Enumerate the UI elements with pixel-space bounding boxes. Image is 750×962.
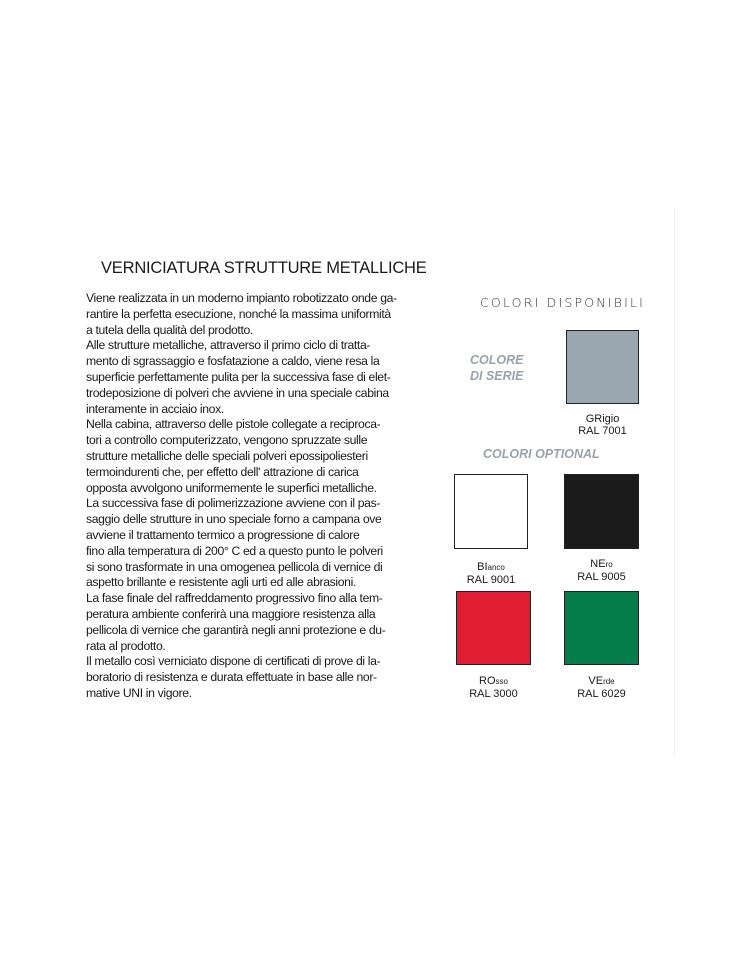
body-line: superficie perfettamente pulita per la successiva fase di elet- [86, 369, 391, 384]
body-line: La fase finale del raffreddamento progressivo fino alla tem- [86, 591, 383, 606]
caption-bianco-ral: RAL 9001 [466, 574, 516, 586]
caption-nero-ral: RAL 9005 [577, 571, 626, 583]
caption-grigio-ral: RAL 7001 [578, 425, 627, 437]
body-line: tori a controllo computerizzato, vengono spruzzate sulle [86, 433, 368, 448]
caption-nero-prefix: NE [590, 558, 606, 570]
body-line: aspetto brillante e resistente agli urti ed alle abrasioni. [86, 575, 356, 590]
body-line: avviene il trattamento termico a progressione di calore [86, 527, 360, 542]
swatch-grigio [566, 330, 639, 404]
body-line: saggio delle strutture in uno speciale forno a campana ove [86, 512, 382, 527]
swatch-rosso [456, 591, 531, 665]
body-line: termoindurenti che, per effetto dell' attrazione di carica [86, 464, 359, 479]
body-line: rantire la perfetta esecuzione, nonché la massima uniformità [86, 306, 391, 321]
caption-rosso-suffix: sso [495, 677, 508, 686]
caption-bianco-suffix: anco [487, 563, 505, 572]
body-line: mative UNI in vigore. [86, 685, 192, 700]
caption-rosso-ral: RAL 3000 [469, 688, 518, 700]
body-line: rata al prodotto. [86, 638, 166, 653]
swatch-nero [564, 474, 639, 549]
body-line: opposta avvolgono uniformemente le superfici metalliche. [86, 480, 377, 495]
caption-verde-prefix: VE [588, 675, 604, 687]
body-line: La successiva fase di polimerizzazione avviene con il pas- [86, 496, 381, 511]
caption-grigio-prefix: GR [585, 413, 603, 425]
swatch-bianco [454, 474, 528, 549]
caption-verde [564, 675, 639, 700]
body-line: interamente in acciaio inox. [86, 401, 224, 416]
body-line: Nella cabina, attraverso delle pistole collegate a reciproca- [86, 417, 381, 432]
optional-colors-label: COLORI OPTIONAL [483, 447, 600, 461]
caption-rosso [456, 675, 531, 700]
swatch-verde [564, 591, 639, 665]
body-line: Alle strutture metalliche, attraverso il primo ciclo di tratta- [86, 338, 371, 353]
body-line: boratorio di resistenza e durata effettuate in base alle nor- [86, 670, 377, 685]
standard-colors-label-line1: COLORE [470, 353, 524, 367]
caption-nero-suffix: ro [605, 560, 613, 569]
caption-bianco [454, 561, 528, 586]
caption-verde-ral: RAL 6029 [577, 688, 626, 700]
page-title: VERNICIATURA STRUTTURE METALLICHE [101, 259, 427, 277]
body-text [86, 291, 431, 702]
standard-colors-label-line2: DI SERIE [470, 369, 524, 383]
caption-grigio [566, 413, 639, 437]
colors-heading: COLORI DISPONIBILI [480, 295, 646, 310]
body-line: fino alla temperatura di 200° C ed a questo punto le polveri [86, 543, 383, 558]
caption-grigio-suffix: igio [602, 413, 620, 425]
body-line: peratura ambiente conferirà una maggiore resistenza alla [86, 606, 376, 621]
body-line: strutture metalliche delle speciali polveri epossipoliesteri [86, 448, 368, 463]
body-line: si sono trasformate in una omogenea pellicola di vernice di [86, 559, 383, 574]
body-line: Il metallo così verniciato dispone di certificati di prove di la- [86, 654, 381, 669]
body-line: mento di sgrassaggio e fosfatazione a caldo, viene resa la [86, 354, 380, 369]
caption-bianco-prefix: BI [477, 561, 488, 573]
caption-verde-suffix: rde [603, 677, 615, 686]
body-line: pellicola di vernice che garantirà negli anni protezione e du- [86, 622, 386, 637]
standard-colors-label [470, 352, 524, 384]
body-line: Viene realizzata in un moderno impianto robotizzato onde ga- [86, 291, 397, 305]
page-edge-line [674, 208, 675, 756]
body-line: trodeposizione di polveri che avviene in una speciale cabina [86, 385, 389, 400]
body-line: a tutela della qualità del prodotto. [86, 322, 253, 337]
caption-rosso-prefix: RO [479, 675, 496, 687]
caption-nero [564, 558, 639, 583]
